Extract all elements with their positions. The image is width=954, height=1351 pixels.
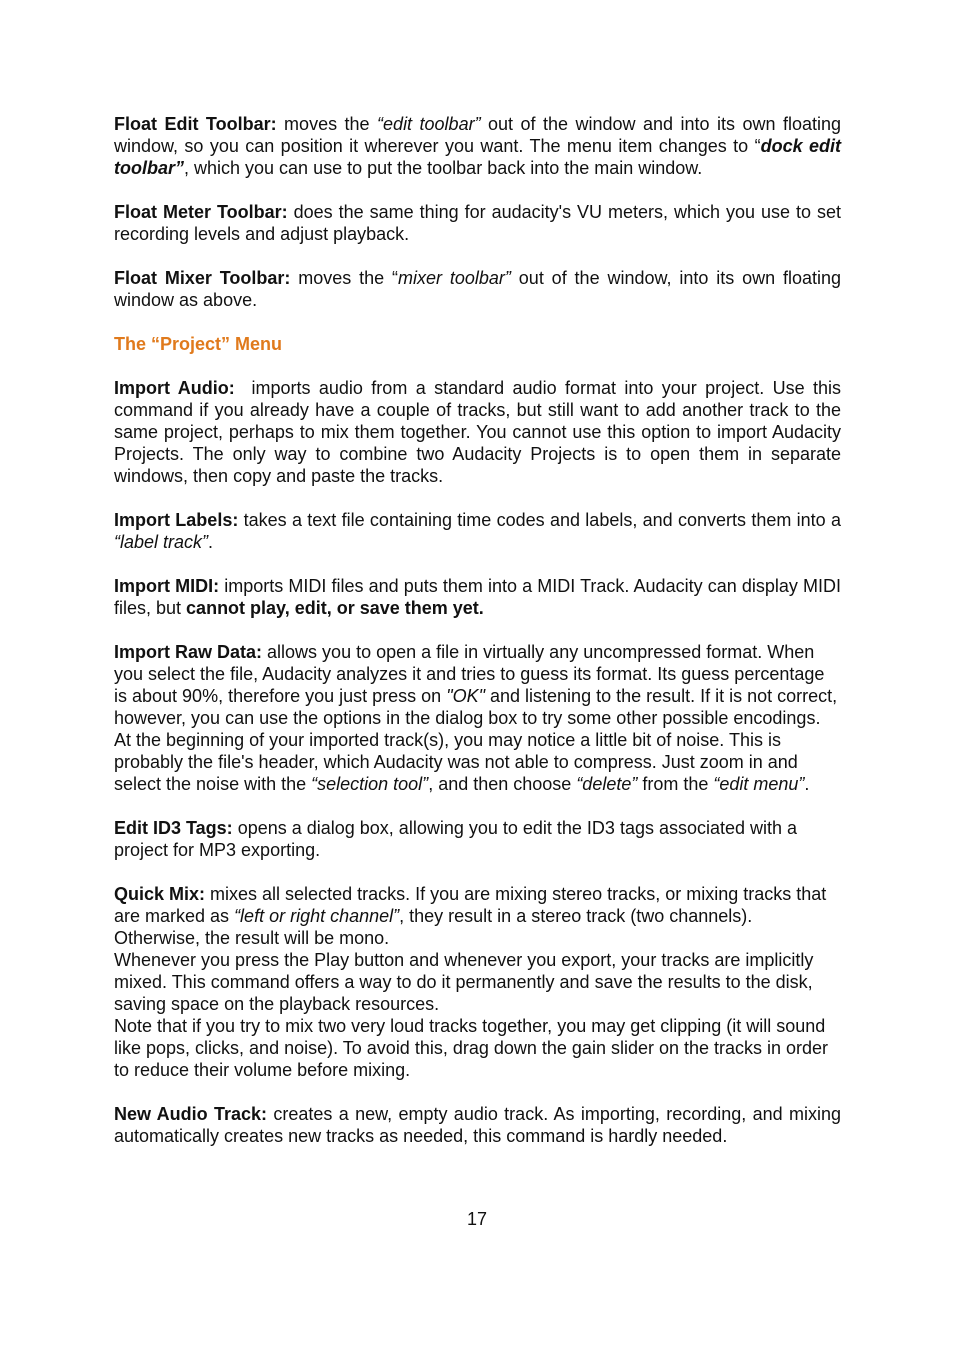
italic-text: “left or right channel” bbox=[234, 906, 400, 926]
document-body bbox=[114, 113, 847, 1169]
text: , they result in a stereo track (two channels). Otherwise, the result will be mono. bbox=[114, 906, 753, 948]
italic-text: “selection tool” bbox=[311, 774, 429, 794]
text: imports MIDI files and puts them into a MIDI Track. Audacity can display MIDI files, but bbox=[114, 576, 841, 618]
text: At the beginning of your imported track(s), you may notice a little bit of noise. This is probably the file's header, which Audacity was not able to compress. Just zoom in and select the noise with the bbox=[114, 730, 798, 794]
italic-text: mixer toolbar” bbox=[398, 268, 511, 288]
text: opens a dialog box, allowing you to edit the ID3 tags associated with a project for MP3 exporting. bbox=[114, 818, 798, 860]
section-heading-project-menu: The “Project” Menu bbox=[114, 334, 283, 354]
page-number: 17 bbox=[466, 1209, 488, 1229]
paragraph-import-raw-data-part2 bbox=[114, 729, 841, 795]
term-float-mixer-toolbar: Float Mixer Toolbar: bbox=[114, 268, 291, 288]
italic-text: “delete” bbox=[576, 774, 638, 794]
italic-text: "OK" bbox=[446, 686, 485, 706]
text: from the bbox=[637, 774, 714, 794]
text: . bbox=[804, 774, 810, 794]
text: moves the bbox=[276, 114, 378, 134]
paragraph-quick-mix-part1 bbox=[114, 883, 841, 949]
text: mixes all selected tracks. If you are mixing stereo tracks, or mixing tracks that are marked as bbox=[114, 884, 827, 926]
term-quick-mix: Quick Mix: bbox=[114, 884, 206, 904]
term-import-midi: Import MIDI: bbox=[114, 576, 220, 596]
paragraph-quick-mix-part3: Note that if you try to mix two very loud tracks together, you may get clipping (it will sound like pops, clicks, and noise). To avoid this, drag down the gain slider on the tracks in order to reduce their volume before mixing. bbox=[114, 1016, 829, 1080]
paragraph-edit-id3-tags bbox=[114, 817, 841, 861]
term-import-raw-data: Import Raw Data: bbox=[114, 642, 263, 662]
paragraph-float-mixer-toolbar bbox=[114, 267, 841, 311]
term-float-edit-toolbar: Float Edit Toolbar: bbox=[114, 114, 277, 134]
term-edit-id3-tags: Edit ID3 Tags: bbox=[114, 818, 233, 838]
text: imports audio from a standard audio format into your project. Use this command if you already have a couple of tracks, but still want to add another track to the same project, perhaps to mix them together. You cannot use this option to import Audacity Projects. The only way to combine two Audacity Projects is to open them in separate windows, then copy and paste the tracks. bbox=[114, 378, 847, 486]
text: takes a text file containing time codes and labels, and converts them into a bbox=[238, 510, 842, 530]
italic-text: “label track” bbox=[114, 532, 209, 552]
italic-text: “edit toolbar” bbox=[377, 114, 481, 134]
paragraph-quick-mix-part2: Whenever you press the Play button and whenever you export, your tracks are implicitly mixed. This command offers a way to do it permanently and save the results to the disk, saving space on the playback resources. bbox=[114, 950, 814, 1014]
paragraph-float-meter-toolbar bbox=[114, 201, 841, 245]
term-float-meter-toolbar: Float Meter Toolbar: bbox=[114, 202, 288, 222]
paragraph-new-audio-track bbox=[114, 1103, 841, 1147]
text: out of the window, into its own floating window as above. bbox=[114, 268, 842, 310]
term-new-audio-track: New Audio Track: bbox=[114, 1104, 268, 1124]
text: creates a new, empty audio track. As importing, recording, and mixing automatically creates new tracks as needed, this command is hardly needed. bbox=[114, 1104, 841, 1146]
term-import-labels: Import Labels: bbox=[114, 510, 239, 530]
bold-text: cannot play, edit, or save them yet. bbox=[186, 598, 484, 618]
bold-italic-text: dock edit toolbar” bbox=[114, 136, 841, 178]
paragraph-import-labels bbox=[114, 509, 841, 553]
text: and listening to the result. If it is not correct, however, you can use the options in the dialog box to try some other possible encodings. bbox=[114, 686, 838, 728]
paragraph-quick-mix bbox=[114, 883, 841, 1081]
text: , which you can use to put the toolbar back into the main window. bbox=[184, 158, 703, 178]
paragraph-float-edit-toolbar bbox=[114, 113, 841, 179]
paragraph-import-raw-data-part1 bbox=[114, 641, 841, 729]
paragraph-import-raw-data bbox=[114, 641, 841, 795]
text: does the same thing for audacity's VU meters, which you use to set recording levels and adjust playback. bbox=[114, 202, 842, 244]
text: . bbox=[208, 532, 214, 552]
paragraph-import-midi bbox=[114, 575, 841, 619]
term-import-audio: Import Audio: bbox=[114, 378, 235, 398]
text: moves the “ bbox=[290, 268, 399, 288]
paragraph-import-audio bbox=[114, 377, 847, 487]
text: allows you to open a file in virtually any uncompressed format. When you select the file, Audacity analyzes it and tries to guess its format. Its guess percentage is about 90%, therefore you just press on bbox=[114, 642, 825, 706]
text: out of the window and into its own floating window, so you can position it wherever you want. The menu item changes to “ bbox=[114, 114, 841, 156]
italic-text: “edit menu” bbox=[713, 774, 805, 794]
text: , and then choose bbox=[428, 774, 577, 794]
